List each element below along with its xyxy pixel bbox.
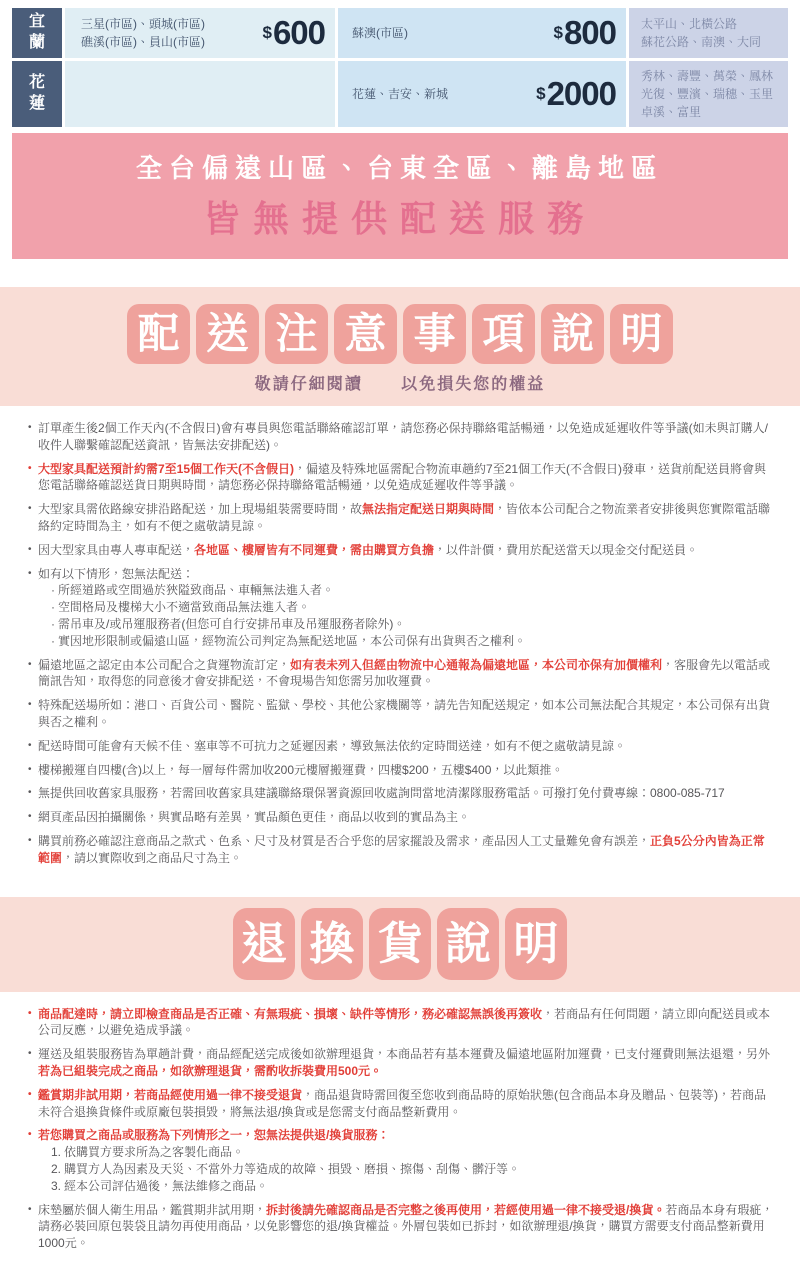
- title-tile: 意: [334, 304, 397, 364]
- note-segment: 運送及組裝服務皆為單趟計費，商品經配送完成後如欲辦理退貨，本商品若有基本運費及偏遠地區附加運費，已支付運費則無法退還，另外: [38, 1047, 771, 1062]
- title-tile: 說: [437, 908, 499, 980]
- note-item: [28, 501, 776, 535]
- fee-cell: [629, 8, 788, 58]
- sub-note-marker: ·: [51, 633, 55, 648]
- sub-note-text: 購買方人為因素及天災、不當外力等造成的故障、損毀、磨損、擦傷、刮傷、髒汙等。: [64, 1161, 521, 1176]
- sub-note-marker: ·: [51, 616, 55, 631]
- region-char: 花: [28, 74, 45, 92]
- bullet-icon: •: [28, 543, 32, 555]
- title-tile: 項: [472, 304, 535, 364]
- sub-note-text: 空間格局及樓梯大小不適當致商品無法進入者。: [58, 600, 311, 615]
- note-item: [28, 1202, 776, 1252]
- note-segment: 大型家具需依路線安排沿路配送，加上現場組裝需要時間，故: [38, 502, 363, 517]
- sub-note-text: 實因地形限制或偏遠山區，經物流公司判定為無配送地區，本公司保有出貨與否之權利。: [58, 633, 527, 648]
- title-tile: 貨: [369, 908, 431, 980]
- note-body: [38, 420, 776, 454]
- note-text: [38, 542, 776, 559]
- delivery-notes-subtitle: [0, 371, 800, 394]
- highlighted-text: 如有表未列入但經由物流中心通報為偏遠地區，本公司亦保有加價權利: [290, 657, 663, 672]
- sub-note-marker: 1.: [51, 1145, 62, 1160]
- bullet-icon: •: [28, 699, 32, 711]
- banner-message-text: 皆無提供配送服務: [203, 198, 596, 239]
- note-text: [38, 1127, 776, 1144]
- title-tile: 送: [196, 304, 259, 364]
- note-body: [38, 657, 776, 691]
- subtitle-right-text: 以免損失您的權益: [401, 376, 546, 393]
- note-segment: 偏遠地區之認定由本公司配合之貨運物流訂定，: [38, 657, 291, 672]
- sub-note-item: [51, 1178, 776, 1195]
- note-item: [28, 1127, 776, 1194]
- bullet-icon: •: [28, 567, 32, 579]
- note-body: [38, 785, 776, 802]
- sub-note-text: 需吊車及/或吊運服務者(但您可自行安排吊車及吊運服務者除外)。: [58, 616, 406, 631]
- dollar-sign: $: [553, 23, 563, 42]
- sub-note-text: 所經道路或空間過於狹隘致商品、車輛無法進入者。: [58, 583, 335, 598]
- area-line: 秀林、壽豐、萬榮、鳳林: [641, 69, 774, 83]
- title-tile: 明: [505, 908, 567, 980]
- bullet-icon: •: [28, 763, 32, 775]
- note-body: [38, 501, 776, 535]
- note-text: [38, 697, 776, 731]
- note-body: [38, 1127, 776, 1194]
- note-text: [38, 1087, 776, 1121]
- note-text: [38, 1202, 776, 1252]
- note-segment: 床墊屬於個人衛生用品，鑑賞期非試用期，: [38, 1202, 267, 1217]
- note-text: [38, 657, 776, 691]
- fee-table-row: [12, 61, 788, 127]
- highlighted-text: 大型家具配送預計約需7至15個工作天(不含假日): [38, 461, 295, 476]
- fee-table-row: [12, 8, 788, 58]
- note-text: [38, 785, 776, 802]
- note-body: [38, 542, 776, 559]
- bullet-icon: •: [28, 1203, 32, 1215]
- highlighted-text: 無法指定配送日期與時間: [362, 502, 495, 517]
- note-text: [38, 461, 776, 495]
- bullet-icon: •: [28, 1088, 32, 1100]
- return-policy-list: [0, 1006, 800, 1252]
- price-amount: 800: [563, 14, 616, 51]
- note-body: [38, 1006, 776, 1040]
- region-char: 蘭: [28, 34, 45, 51]
- price-amount: 2000: [546, 75, 616, 112]
- note-item: [28, 542, 776, 559]
- area-line: 太平山、北橫公路: [641, 17, 738, 31]
- delivery-notes-list: [0, 420, 800, 867]
- title-tile: 換: [301, 908, 363, 980]
- highlighted-text: 各地區、樓層皆有不同運費，需由購買方負擔: [194, 542, 435, 557]
- area-names: [641, 15, 761, 51]
- regional-fee-table: [0, 0, 800, 127]
- note-text: [38, 1006, 776, 1040]
- sub-note-list: [38, 582, 776, 649]
- fee-cell: [338, 8, 626, 58]
- note-body: [38, 1046, 776, 1080]
- note-text: [38, 809, 776, 826]
- bullet-icon: •: [28, 787, 32, 799]
- bullet-icon: •: [28, 503, 32, 515]
- note-text: [38, 1046, 776, 1080]
- return-title-tiles: [0, 908, 800, 980]
- price-amount: 600: [272, 14, 325, 51]
- note-body: [38, 1202, 776, 1252]
- note-segment: ，客服會先以電話或簡訊告知，取得您的同意後才會安排配送，不會現場告知您需另加收運費。: [38, 657, 771, 689]
- area-names: [352, 24, 408, 42]
- note-body: [38, 833, 776, 867]
- bullet-icon: •: [28, 834, 32, 846]
- note-segment: 因大型家具由專人專車配送，: [38, 542, 195, 557]
- sub-note-list: [38, 1144, 776, 1194]
- note-item: [28, 657, 776, 691]
- note-segment: 如有以下情形，恕無法配送：: [38, 566, 195, 581]
- no-delivery-banner: [12, 133, 788, 259]
- sub-note-marker: ·: [51, 583, 55, 598]
- note-item: [28, 785, 776, 802]
- dollar-sign: $: [262, 23, 272, 42]
- note-body: [38, 1087, 776, 1121]
- region-char: 蓮: [28, 95, 45, 112]
- note-body: [38, 461, 776, 495]
- note-item: [28, 738, 776, 755]
- note-segment: ，偏遠及特殊地區需配合物流車趟約7至21個工作天(不含假日)發車，送貨前配送員將會與您電話聯絡確認送貨日期與時間，請您務必保持聯絡電話暢通，以免造成延遲收件等爭議。: [38, 461, 767, 493]
- sub-note-item: [51, 633, 776, 650]
- note-text: [38, 501, 776, 535]
- area-names: [352, 85, 448, 103]
- note-item: [28, 566, 776, 650]
- dollar-sign: $: [536, 84, 546, 103]
- note-segment: 無提供回收舊家具服務，若需回收舊家具建議聯絡環保署資源回收處詢問當地清潔隊服務電話。可撥打免付費專線：0800-085-717: [38, 786, 725, 801]
- highlighted-text: 若您購買之商品或服務為下列情形之一，恕無法提供退/換貨服務：: [38, 1128, 390, 1143]
- bullet-icon: •: [28, 1048, 32, 1060]
- note-text: [38, 420, 776, 454]
- note-item: [28, 762, 776, 779]
- note-text: [38, 738, 776, 755]
- return-policy-header: [0, 897, 800, 992]
- note-item: [28, 1046, 776, 1080]
- note-item: [28, 833, 776, 867]
- area-line: 花蓮、吉安、新城: [352, 87, 449, 101]
- sub-note-item: [51, 616, 776, 633]
- note-segment: 特殊配送場所如：港口、百貨公司、醫院、監獄、學校、其他公家機關等，請先告知配送規定，如本公司無法配合其規定，本公司保有出貨與否之權利。: [38, 698, 771, 729]
- area-line: 三星(市區)、頭城(市區): [81, 17, 205, 31]
- region-char: 宜: [28, 13, 45, 31]
- highlighted-text: 商品配達時，請立即檢查商品是否正確、有無瑕疵、損壞、缺件等情形，務必確認無誤後再簽收: [38, 1006, 543, 1021]
- sub-note-item: [51, 599, 776, 616]
- note-segment: ，皆依本公司配合之物流業者安排後與您實際電話聯絡約定時間為主，如有不便之處敬請見諒。: [38, 502, 771, 533]
- note-item: [28, 461, 776, 495]
- bullet-icon: •: [28, 658, 32, 670]
- delivery-notes-header: [0, 287, 800, 406]
- sub-note-marker: 2.: [51, 1161, 62, 1176]
- banner-regions-text: 全台偏遠山區、台東全區、離島地區: [135, 153, 664, 183]
- bullet-icon: •: [28, 811, 32, 823]
- bullet-icon: •: [28, 422, 32, 433]
- sub-note-marker: 3.: [51, 1178, 62, 1193]
- note-text: [38, 566, 776, 583]
- note-item: [28, 809, 776, 826]
- note-segment: ，以件計價，費用於配送當天以現金交付配送員。: [434, 542, 699, 557]
- sub-note-item: [51, 582, 776, 599]
- title-tile: 退: [233, 908, 295, 980]
- sub-note-text: 依購買方要求所為之客製化商品。: [64, 1145, 245, 1160]
- price-value: [553, 14, 616, 52]
- note-segment: ，請以實際收到之商品尺寸為主。: [62, 850, 243, 865]
- note-text: [38, 762, 776, 779]
- title-tile: 明: [610, 304, 673, 364]
- bullet-icon: •: [28, 1129, 32, 1141]
- area-line: 蘇花公路、南澳、大同: [641, 35, 762, 49]
- area-line: 蘇澳(市區): [352, 26, 408, 40]
- note-segment: 配送時間可能會有天候不佳、塞車等不可抗力之延遲因素，導致無法依約定時間送達，如有不便之處敬請見諒。: [38, 738, 627, 753]
- note-segment: ，商品退貨時需回復至您收到商品時的原始狀態(包含商品本身及贈品、包裝等)，若商品未符合退換貨條件或原廠包裝損毀，將無法退/換貨或是您需支付商品整新費用。: [38, 1087, 767, 1119]
- fee-cell: [65, 8, 335, 58]
- title-tile: 注: [265, 304, 328, 364]
- area-names: [81, 15, 205, 51]
- price-value: [262, 14, 325, 52]
- note-item: [28, 1087, 776, 1121]
- price-value: [536, 75, 616, 113]
- subtitle-left-text: 敬請仔細閱讀: [254, 376, 363, 393]
- note-segment: 網頁產品因拍攝關係，與實品略有差異，實品顏色更佳，商品以收到的實品為主。: [38, 810, 471, 825]
- highlighted-text: 若為已組裝完成之商品，如欲辦理退貨，需酌收拆裝費用500元。: [38, 1063, 383, 1078]
- note-body: [38, 738, 776, 755]
- bullet-icon: •: [28, 1007, 32, 1019]
- note-item: [28, 697, 776, 731]
- region-label: [12, 8, 62, 58]
- note-body: [38, 697, 776, 731]
- fee-cell: [629, 61, 788, 127]
- bullet-icon: •: [28, 462, 32, 474]
- highlighted-text: 拆封後請先確認商品是否完整之後再使用，若經使用過一律不接受退/換貨。: [266, 1202, 666, 1217]
- delivery-title-tiles: [0, 304, 800, 364]
- sub-note-item: [51, 1161, 776, 1178]
- note-text: [38, 833, 776, 867]
- sub-note-item: [51, 1144, 776, 1161]
- fee-cell: [65, 61, 335, 127]
- sub-note-marker: ·: [51, 600, 55, 615]
- note-item: [28, 1006, 776, 1040]
- note-segment: 訂單產生後2個工作天內(不含假日)會有專員與您電話聯絡確認訂單，請您務必保持聯絡電話暢通，以免造成延遲收件等爭議(如未與訂購人/收件人聯繫確認配送資訊，皆無法安排配送)。: [38, 421, 769, 452]
- note-body: [38, 566, 776, 650]
- area-line: 卓溪、富里: [641, 105, 702, 119]
- title-tile: 事: [403, 304, 466, 364]
- note-body: [38, 762, 776, 779]
- area-line: 光復、豐濱、瑞穗、玉里: [641, 87, 774, 101]
- title-tile: 說: [541, 304, 604, 364]
- region-label: [12, 61, 62, 127]
- note-segment: 樓梯搬運自四樓(含)以上，每一層每件需加收200元樓層搬運費，四樓$200，五樓$400，以此類推。: [38, 762, 564, 777]
- highlighted-text: 正負5公分內皆為正常範圍: [38, 833, 765, 865]
- title-tile: 配: [127, 304, 190, 364]
- note-segment: 購買前務必確認注意商品之款式、色系、尺寸及材質是否合乎您的居家擺設及需求，產品因人工丈量難免會有誤差，: [38, 833, 651, 848]
- note-segment: 若商品本身有瑕疵，請務必裝回原包裝袋且請勿再使用商品，以免影響您的退/換貨權益。外層包裝如已拆封，如欲辦理退/換貨，購買方需要支付商品整新費用1000元。: [38, 1202, 774, 1251]
- bullet-icon: •: [28, 739, 32, 751]
- area-names: [641, 67, 773, 121]
- area-line: 礁溪(市區)、員山(市區): [81, 35, 205, 49]
- note-item: [28, 420, 776, 454]
- fee-cell: [338, 61, 626, 127]
- sub-note-text: 經本公司評估過後，無法維修之商品。: [64, 1178, 269, 1193]
- highlighted-text: 鑑賞期非試用期，若商品經使用過一律不接受退貨: [38, 1087, 303, 1102]
- note-segment: ，若商品有任何問題，請立即向配送員或本公司反應，以避免造成爭議。: [38, 1006, 771, 1038]
- note-body: [38, 809, 776, 826]
